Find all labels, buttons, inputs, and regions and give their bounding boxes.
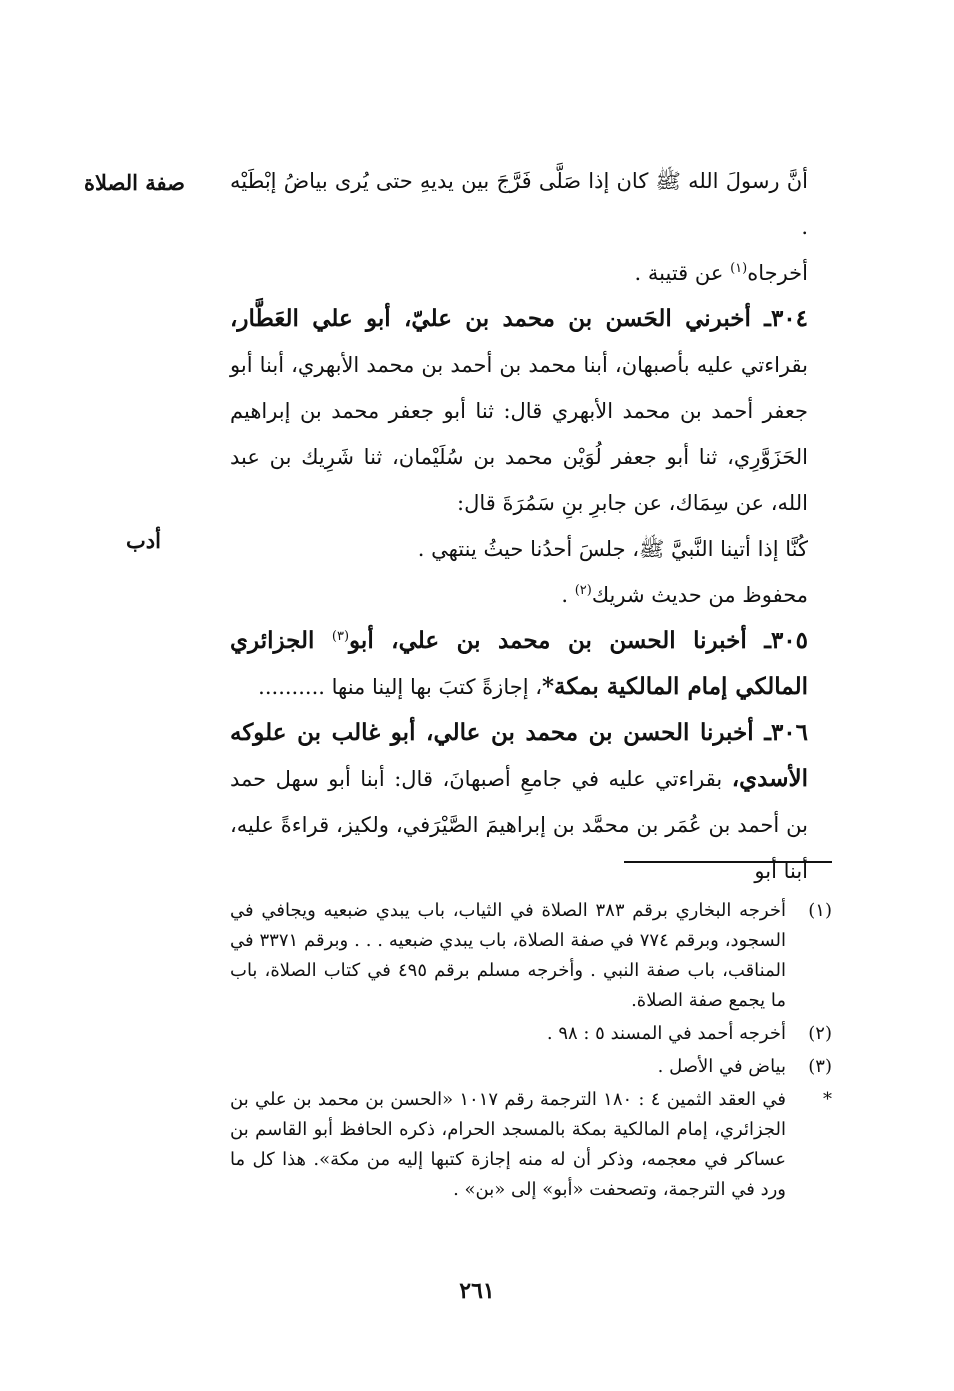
footnote-text: أخرجه البخاري برقم ٣٨٣ الصلاة في الثياب، باب يبدي ضبعيه ويجافي في السجود، وبرقم ٧٧٤ في صفة الصلاة، باب يبدي ضبعيه . . . وبرقم ٣٣٧١ في المناقب، باب صفة النبي . وأخرجه مسلم برقم ٤٩٥ في كتاب الصلاة، باب ما يجمع صفة الصلاة.: [230, 900, 786, 1011]
page-number: ٢٦١: [459, 1278, 495, 1304]
entry-304-head: ٣٠٤ـ أخبرني الحَسن بن محمد بن عليّ، أبو علي العَطَّار،: [230, 305, 808, 332]
hadith-text-1: أنَّ رسولَ الله ﷺ كان إذا صَلَّى فَرَّجَ بين يديهِ حتى يُرى بياضُ إبْطَيْه .: [230, 169, 808, 239]
footnotes: [230, 896, 832, 1208]
entry-306: [230, 710, 832, 894]
footnote-text: بياض في الأصل .: [657, 1056, 786, 1077]
takhrij-line-2: محفوظ من حديث شريك$^{(٢)}$ .: [561, 583, 808, 607]
takhrij-line-1: أخرجاه$^{(١)}$ عن قتيبة .: [634, 261, 808, 285]
footnote-number: (٢): [808, 1023, 832, 1044]
footnote-number: (١): [808, 900, 832, 921]
entry-304: [230, 296, 832, 526]
footnote-1: [230, 896, 832, 1016]
hadith-text-2: كُنَّا إذا أتينا النَّبيَّ ﷺ، جلسَ أحدُنا حيثُ ينتهي .: [417, 537, 808, 561]
footnote-ref-2: (٢): [574, 583, 592, 598]
entry-305-head-a: ٣٠٥ـ أخبرنا الحسن بن محمد بن علي، أبو: [349, 627, 808, 654]
entry-306-head: ٣٠٦ـ أخبرنا الحسن بن محمد بن عالي، أبو غالب بن علوكه الأسدي،: [230, 719, 808, 792]
footnote-2: [230, 1019, 832, 1049]
entry-305-body: ، إجازةً كتبَ بها إلينا منها: [331, 675, 542, 699]
footnote-text: أخرجه أحمد في المسند ٥ : ٩٨ .: [546, 1023, 786, 1044]
entry-305-head-b: الجزائري المالكي إمام المالكية بمكة*: [230, 627, 808, 700]
margin-note-adab: أدب: [126, 528, 161, 553]
entry-305: [230, 618, 832, 710]
entry-304-body: بقراءتي عليه بأصبهان، أبنا محمد بن أحمد بن محمد الأبهري، أبنا أبو جعفر أحمد بن محمد الأبهري قال: ثنا أبو جعفر محمد بن إبراهيم الحَزَوَّرِي، ثنا أبو جعفر لُوَيْن محمد بن سُلَيْمان، ثنا شَرِيك بن عبد الله، عن سِمَاك، عن جابرِ بنِ سَمُرَةَ قال:: [230, 353, 808, 515]
footnote-number: *: [823, 1089, 832, 1110]
entry-306-body: بقراءتي عليه في جامعِ أصبهانَ، قال: أبنا أبو سهل حمد بن أحمد بن عُمَر بن محمَّد بن إبراهيمَ الصَّيْرَفي، ولكيز، قراءةً عليه، أبنا أبو: [230, 767, 808, 883]
footnote-3: [230, 1052, 832, 1082]
margin-note-salat: صفة الصلاة: [84, 170, 186, 195]
main-text: [230, 158, 832, 894]
footnote-asterisk: [230, 1085, 832, 1205]
footnote-number: (٣): [808, 1056, 832, 1077]
footnote-separator: [624, 861, 832, 863]
footnote-text: في العقد الثمين ٤ : ١٨٠ الترجمة رقم ١٠١٧ «الحسن بن محمد بن علي بن الجزائري، إمام المالكية بمكة بالمسجد الحرام، ذكره الحافظ أبو القاسم بن عساكر في معجمه، وذكر أن له منه إجازة كتبها إليه من مكة». هذا كل ما ورد في الترجمة، وتصحفت «أبو» إلى «بن» .: [230, 1089, 787, 1200]
footnote-ref-3: (٣): [331, 629, 350, 644]
ellipsis-dots: ..........: [258, 675, 325, 699]
footnote-ref-1: (١): [730, 261, 748, 276]
